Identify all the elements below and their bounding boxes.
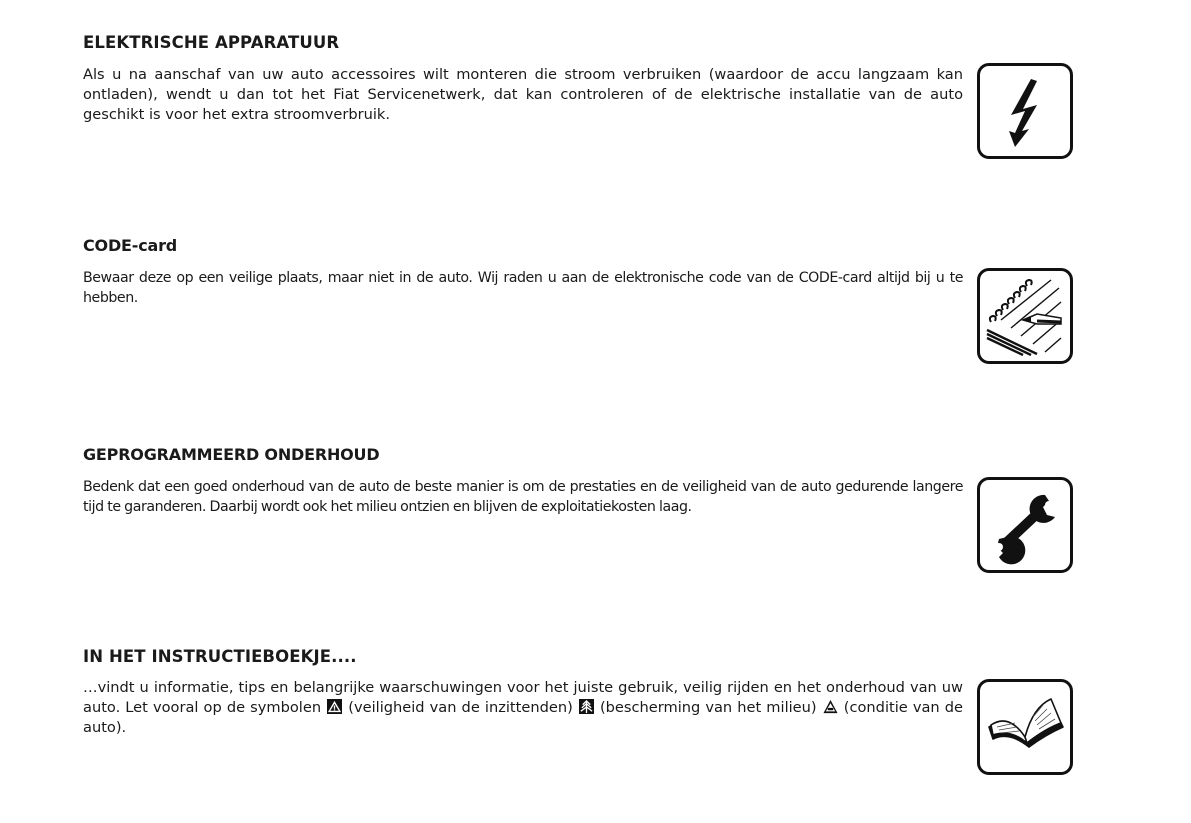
car-condition-triangle-icon [823, 699, 838, 714]
open-book-icon [977, 679, 1073, 775]
body-part-1: …vindt u informatie, tips en belangrijke waarschuwingen voor het juiste gebruik, veilig rijden en het onderhoud van uw auto. Let vooral op de symbolen [83, 679, 963, 716]
section-heading: IN HET INSTRUCTIEBOEKJE.... [83, 647, 357, 666]
tree-icon [579, 699, 594, 714]
warning-triangle-icon [327, 699, 342, 714]
body-part-4: (conditie van de auto). [83, 699, 964, 736]
body-part-2: (veiligheid van de inzittenden) [343, 699, 578, 716]
notebook-pencil-icon [977, 268, 1073, 364]
lightning-bolt-icon [977, 63, 1073, 159]
section-body: Bedenk dat een goed onderhoud van de auto de beste manier is om de prestaties en de veiligheid van de auto gedurende langere tijd te garanderen. Daarbij wordt ook het milieu ontzien en blijven de exploitatiekosten laag. [83, 479, 963, 515]
section-body [83, 678, 963, 738]
section-body: Bewaar deze op een veilige plaats, maar niet in de auto. Wij raden u aan de elektronische code van de CODE-card altijd bij u te hebben. [83, 270, 963, 306]
body-part-3: (bescherming van het milieu) [594, 699, 822, 716]
wrench-icon [977, 477, 1073, 573]
section-heading: ELEKTRISCHE APPARATUUR [83, 33, 340, 52]
section-heading: GEPROGRAMMEERD ONDERHOUD [83, 445, 380, 464]
section-heading: CODE-card [83, 236, 178, 255]
section-body: Als u na aanschaf van uw auto accessoires wilt monteren die stroom verbruiken (waardoor de accu langzaam kan ontladen), wendt u dan tot het Fiat Servicenetwerk, dat kan controleren of de elektrische installatie van de auto geschikt is voor het extra stroomverbruik. [83, 66, 963, 123]
